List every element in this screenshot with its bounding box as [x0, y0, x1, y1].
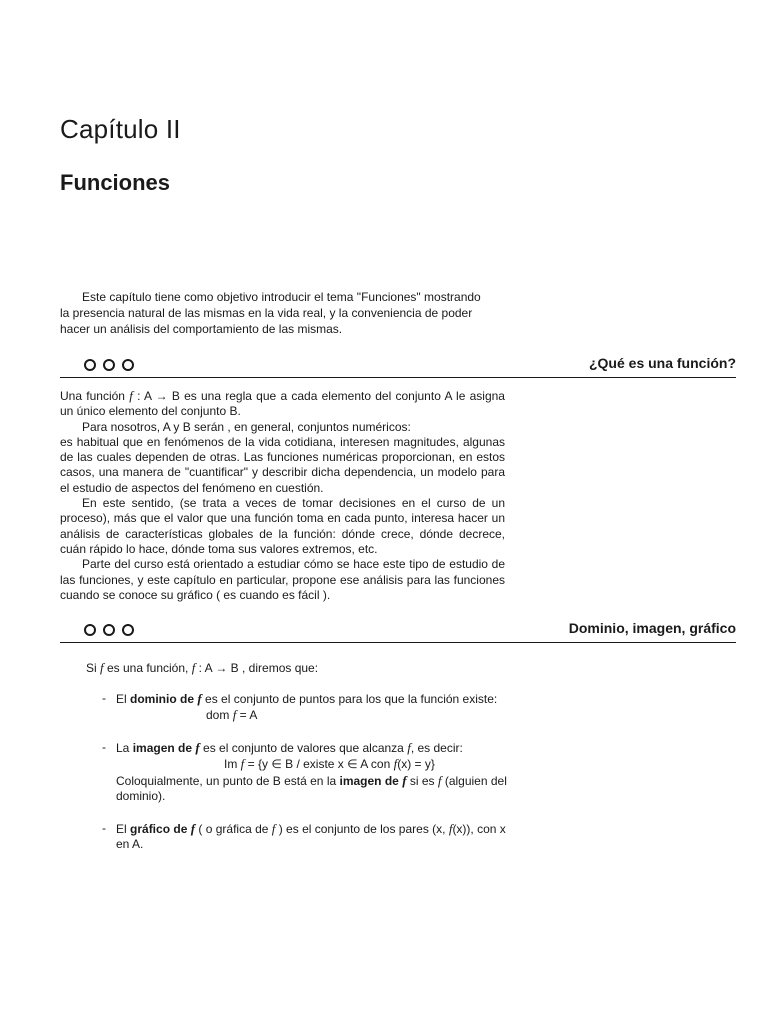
intro-line: la presencia natural de las mismas en la vida real, y la conveniencia de poder [60, 306, 473, 320]
circle-icon [122, 624, 134, 636]
list-item-image: - La imagen de f es el conjunto de valores que alcanza f, es decir: Im f = {y ∈ B / existe x ∈ A con f(x) = y} Coloquialmente, un punto de B está en la imagen de f si es f (alguien del dominio). [86, 740, 516, 805]
list-item-graph: - El gráfico de f ( o gráfica de f ) es el conjunto de los pares (x, f(x)), con x en A. [102, 820, 506, 851]
circle-icon [103, 359, 115, 371]
circle-icon [103, 624, 115, 636]
image-note: Coloquialmente, un punto de B está en la imagen de f si es f (alguien del dominio). [116, 772, 507, 803]
chapter-heading: Capítulo II [60, 114, 181, 144]
paragraph: es habitual que en fenómenos de la vida cotidiana, interesen magnitudes, algunas de las cuales dependen de otras. Las funciones numéricas proporcionan, en estos casos, una manera de "cuantificar" y describir dicha dependencia, un modelo para el estudio de aspectos del fenómeno en cuestión. [60, 434, 505, 495]
section-body-what-is-function [60, 388, 505, 603]
paragraph: Para nosotros, A y B serán , en general, conjuntos numéricos: [82, 419, 411, 434]
section-title: Dominio, imagen, gráfico [568, 620, 736, 636]
lead-sentence: Si f es una función, f : A → B , diremos que: [86, 660, 319, 675]
domain-formula: dom f = A [206, 707, 258, 722]
image-formula: Im f = {y ∈ B / existe x ∈ A con f(x) = y} [224, 756, 435, 771]
paragraph: En este sentido, (se trata a veces de tomar decisiones en el curso de un proceso), más que el valor que una función toma en cada punto, interesa hacer un análisis de características globales de la función: dónde crece, dónde decrece, cuán rápido lo hace, dónde toma sus valores extremos, etc. [60, 496, 505, 556]
intro-paragraph [60, 289, 510, 337]
intro-line: hacer un análisis del comportamiento de las mismas. [60, 322, 343, 336]
circle-icon [84, 624, 96, 636]
chapter-title: Funciones [60, 170, 171, 195]
section-bullets [84, 359, 134, 371]
circle-icon [84, 359, 96, 371]
paragraph: Parte del curso está orientado a estudiar cómo se hace este tipo de estudio de las funciones, y este capítulo en particular, propone ese análisis para las funciones cuando se conoce su gráfico ( es cuando es fácil ). [60, 557, 505, 602]
section-body-domain-image-graph [86, 660, 516, 853]
dash-bullet: - [102, 690, 106, 705]
dash-bullet: - [102, 739, 106, 754]
section-header-domain-image-graph [60, 620, 736, 643]
section-title: ¿Qué es una función? [588, 355, 736, 371]
intro-line: Este capítulo tiene como objetivo introducir el tema "Funciones" mostrando [82, 290, 481, 304]
paragraph: Una función f : A → B es una regla que a cada elemento del conjunto A le asigna un único elemento del conjunto B. [60, 388, 505, 419]
section-header-what-is-function [60, 355, 736, 378]
section-bullets [84, 624, 134, 636]
circle-icon [122, 359, 134, 371]
list-item-domain: - El dominio de f es el conjunto de puntos para los que la función existe: dom f = A [86, 691, 516, 724]
dash-bullet: - [102, 820, 106, 835]
